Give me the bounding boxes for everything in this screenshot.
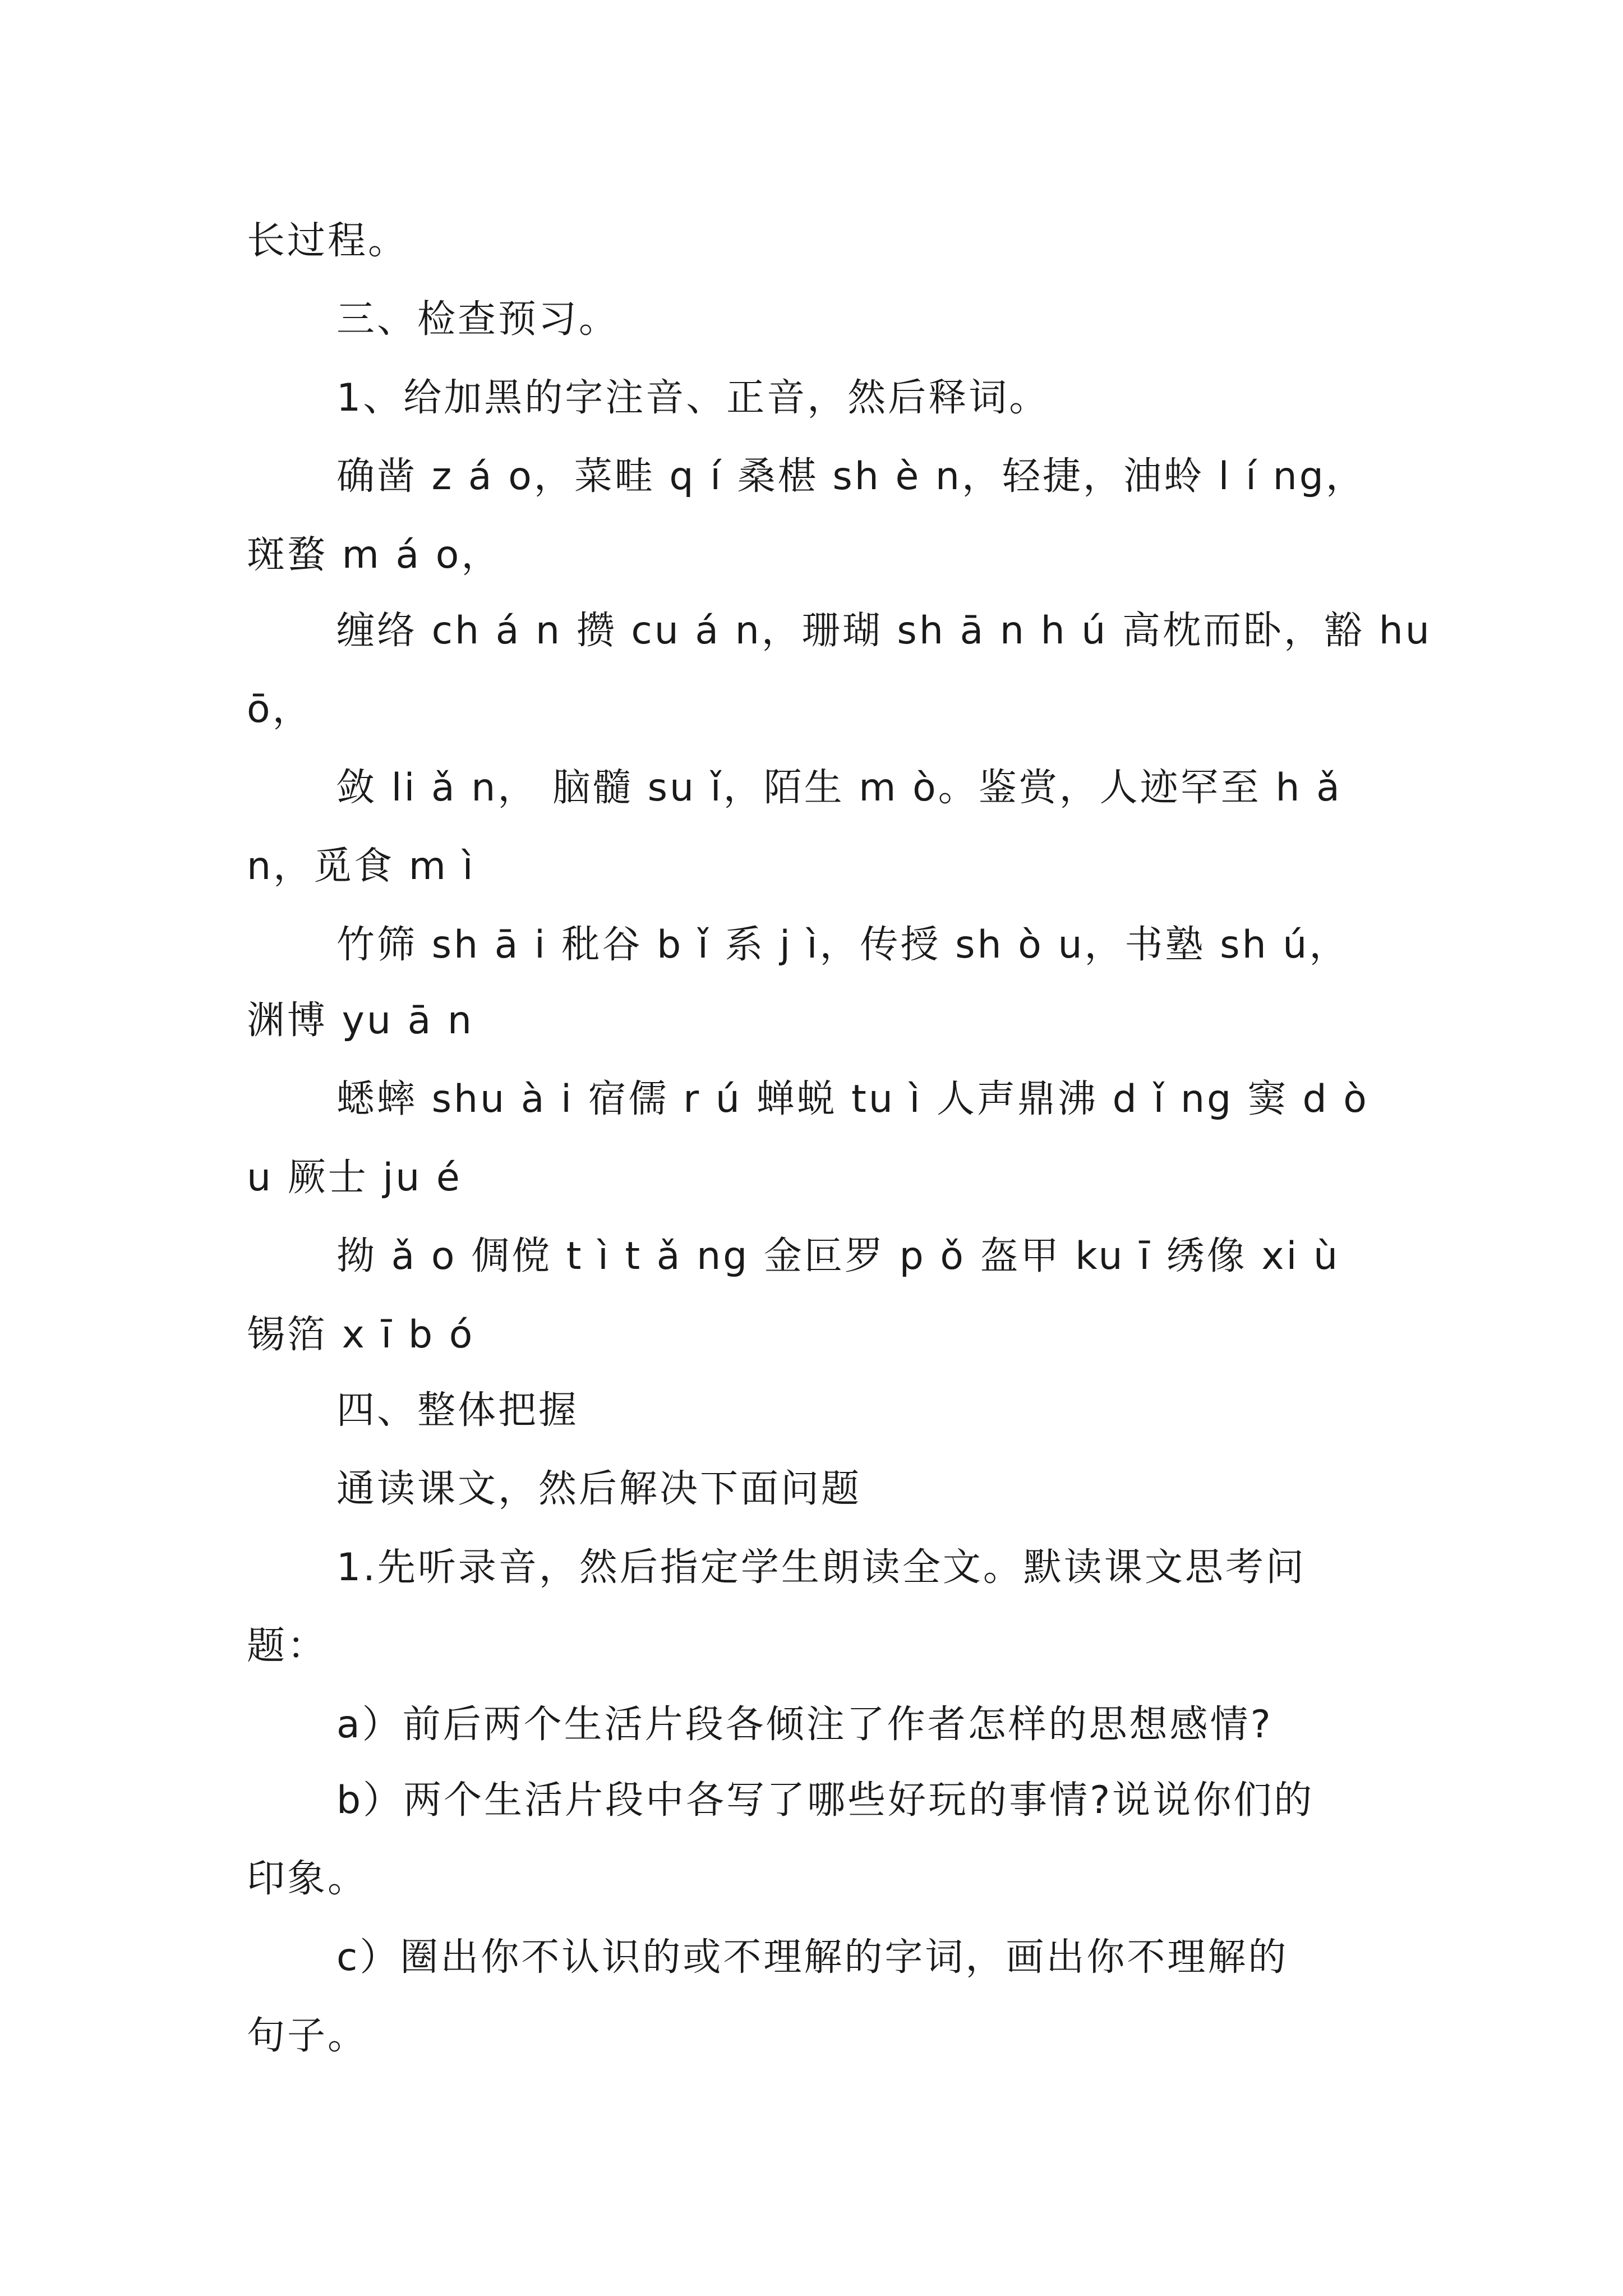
vocab-line: 锡箔 x ī b ó [247, 1313, 475, 1357]
instruction-line: 通读课文，然后解决下面问题 [336, 1467, 862, 1511]
task-line: 1.先听录音，然后指定学生朗读全文。默读课文思考问 [336, 1545, 1306, 1590]
task-heading-pronunciation: 1、给加黑的字注音、正音，然后释词。 [336, 376, 1050, 420]
vocab-line: 渊博 yu ā n [247, 999, 474, 1043]
vocab-line: n，觅食 m ì [247, 844, 476, 889]
task-line: 题： [247, 1624, 328, 1668]
question-b: b）两个生活片段中各写了哪些好玩的事情?说说你们的 [336, 1778, 1315, 1823]
question-c-continuation: 句子。 [247, 2014, 368, 2058]
vocab-line: 竹筛 sh ā i 秕谷 b ǐ 系 j ì，传授 sh ò u，书塾 sh ú， [336, 923, 1350, 967]
question-b-continuation: 印象。 [247, 1857, 368, 1901]
question-c: c）圈出你不认识的或不理解的字词，画出你不理解的 [336, 1935, 1289, 1980]
vocab-line: 缠络 ch á n 攒 cu á n，珊瑚 sh ā n h ú 高枕而卧，豁 hu [336, 609, 1432, 653]
vocab-line: 敛 li ǎ n， 脑髓 su ǐ，陌生 m ò。鉴赏，人迹罕至 h ǎ [336, 766, 1342, 810]
vocab-line: 拗 ǎ o 倜傥 t ì t ǎ ng 金叵罗 p ǒ 盔甲 ku ī 绣像 xi ù [336, 1234, 1340, 1278]
question-a: a）前后两个生活片段各倾注了作者怎样的思想感情? [336, 1703, 1273, 1747]
vocab-line: ō， [247, 687, 313, 731]
section-heading-preview-check: 三、检查预习。 [336, 297, 620, 342]
vocab-line: u 厥士 ju é [247, 1156, 462, 1200]
section-heading-overall-grasp: 四、整体把握 [336, 1388, 579, 1433]
vocab-line: 蟋蟀 shu à i 宿儒 r ú 蝉蜕 tu ì 人声鼎沸 d ǐ ng 窦 d ò [336, 1077, 1369, 1121]
text-line-continuation: 长过程。 [247, 219, 409, 263]
vocab-line: 斑蝥 m á o， [247, 533, 502, 577]
vocab-line: 确凿 z á o，菜畦 q í 桑椹 sh è n，轻捷，油蛉 l í ng， [336, 454, 1366, 499]
